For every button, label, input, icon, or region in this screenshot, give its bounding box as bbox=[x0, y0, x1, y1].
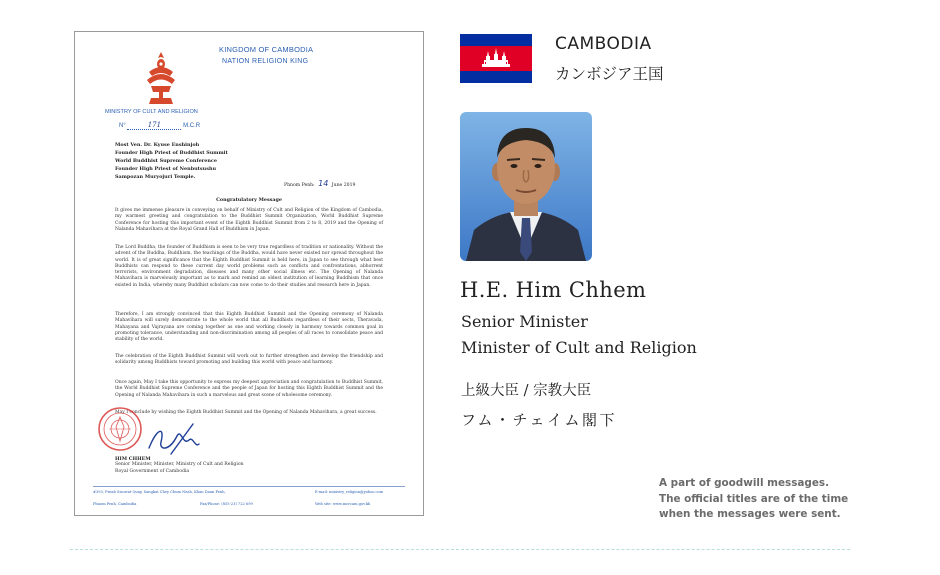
signatory-title-line: Senior Minister, Minister, Ministry of Cult and Religion bbox=[115, 462, 244, 467]
letter-paragraph: Therefore, I am strongly convinced that this Eighth Buddhist Summit and the Opening ceremony of Nalanda Mahavihara will surely demonstrate to the whole world that all Buddhists regardless of their sects, Theravada, Mahayana and Vajrayana are coming together as one and working closely in harmony towards common goal in promoting tolerance, understanding and non-discrimination among all peoples of all races to consolidate peace and stability of the world. bbox=[115, 312, 383, 343]
minister-title-senior: Senior Minister bbox=[461, 312, 588, 331]
letter-paragraph: The Lord Buddha, the founder of Buddhism is seen to be very true regardless of tradition or nationality. Without the advent of the Buddha, Buddhism, the teachings of the Buddha, would have never existed nor spread throughout the world. It is of great significance that the Eighth Buddhist Summit is held here, in Japan to see through what best Buddhists can respond to these current day world problems such as conflicts and confrontations, abhorrent terrorists, environment degradation, diseases and many other social illness etc. The Opening of Nalanda Mahavihara is marvelously important as to mark and remind an oldest institution of learning Buddhism that once existed in India, whereby many Buddhist scholars can now come to do their studies and research here in Japan. bbox=[115, 245, 383, 288]
footer-city: Phnom Penh, Cambodia bbox=[93, 502, 137, 506]
reference-prefix: N° bbox=[119, 123, 126, 129]
letter-day: 14 bbox=[318, 179, 329, 188]
country-name-japanese: カンボジア王国 bbox=[555, 65, 664, 83]
signature-icon bbox=[143, 418, 203, 460]
addressee-line: Founder High Priest of Buddhist Summit bbox=[115, 150, 228, 156]
letter-paragraph: It gives me immense pleasure in conveying on behalf of Ministry of Cult and Religion of the Kingdom of Cambodia, my warmest greeting and congratulation to the Buddhist Summit Organization, World Buddhist Supreme Conference for hosting this important event of the Eighth Buddhist Summit from 2 to 8, 2019 and the Opening of Nalanda Mahavihara at the Royal Grand Hall of Buddhism in Japan. bbox=[115, 208, 383, 232]
signatory-title bbox=[115, 462, 244, 475]
goodwill-note bbox=[659, 476, 848, 523]
note-line: when the messages were sent. bbox=[659, 508, 841, 520]
addressee-line: World Buddhist Supreme Conference bbox=[115, 158, 218, 164]
addressee-block bbox=[115, 141, 315, 181]
minister-title-ministry: Minister of Cult and Religion bbox=[461, 338, 697, 357]
minister-title-japanese: 上級大臣 / 宗教大臣 bbox=[461, 383, 592, 399]
addressee-line: Sampozan Muryojuri Temple. bbox=[115, 174, 196, 180]
official-seal-icon bbox=[97, 403, 143, 455]
letterhead-kingdom: KINGDOM OF CAMBODIA bbox=[219, 45, 314, 54]
reference-number bbox=[119, 121, 200, 130]
addressee-line: Founder High Priest of Nenbutsushu bbox=[115, 166, 217, 172]
letter-paragraph: The celebration of the Eighth Buddhist Summit will work out to further strengthen and develop the friendship and solidarity among Buddhists toward promoting and building this world with peace and harmony. bbox=[115, 354, 383, 366]
letter-place: Phnom Penh: bbox=[284, 183, 315, 188]
ministry-emblem-icon bbox=[143, 50, 179, 106]
letter-footer-rule bbox=[93, 486, 405, 487]
minister-name: H.E. Him Chhem bbox=[460, 278, 647, 302]
letter-paragraph: Once again, May I take this opportunity to express my deepest appreciation and congratulation to Buddhist Summit, the World Buddhist Supreme Conference and the people of Japan for hosting this Eighth Buddhist Summit and the Opening of Nalanda Mahavihara in such a marvelous and great scene of wholesome ceremony. bbox=[115, 380, 383, 398]
footer-address: #393, Preah Sisowat Quay, Sangkat Chey Chum Neah, Khan Daun Penh, bbox=[93, 490, 226, 494]
letter-paragraph: May I conclude by wishing the Eighth Buddhist Summit and the Opening of Nalanda Mahavihara, a great success. bbox=[115, 410, 377, 415]
minister-name-japanese: フム・チェイム閣下 bbox=[461, 411, 618, 429]
letterhead-ministry: MINISTRY OF CULT AND RELIGION bbox=[105, 109, 198, 115]
section-divider bbox=[70, 549, 850, 550]
reference-suffix: M.C.R bbox=[183, 123, 201, 129]
letterhead-motto: NATION RELIGION KING bbox=[222, 58, 309, 65]
addressee-line: Most Ven. Dr. Kyuse Enshinjoh bbox=[115, 142, 200, 148]
reference-value: 171 bbox=[127, 121, 181, 130]
minister-portrait bbox=[460, 112, 592, 261]
letter-month-year: June 2019 bbox=[331, 183, 356, 188]
note-line: A part of goodwill messages. bbox=[659, 477, 830, 489]
note-line: The official titles are of the time bbox=[659, 492, 849, 505]
signatory-title-line: Royal Government of Cambodia bbox=[115, 468, 190, 474]
footer-email: E-mail: ministry_religion@yahoo.com bbox=[315, 490, 384, 494]
cambodia-flag-icon bbox=[460, 34, 532, 83]
signatory-name: HIM CHHEM bbox=[115, 456, 151, 462]
footer-website: Web site: www.mcrcam.gov.kh bbox=[315, 502, 371, 506]
footer-fax: Fax/Phone: (855-23) 722 699 bbox=[200, 502, 253, 506]
congratulatory-letter bbox=[74, 31, 424, 516]
country-name-english: CAMBODIA bbox=[555, 34, 652, 54]
letter-subject: Congratulatory Message bbox=[216, 197, 282, 203]
letter-date bbox=[284, 179, 355, 188]
